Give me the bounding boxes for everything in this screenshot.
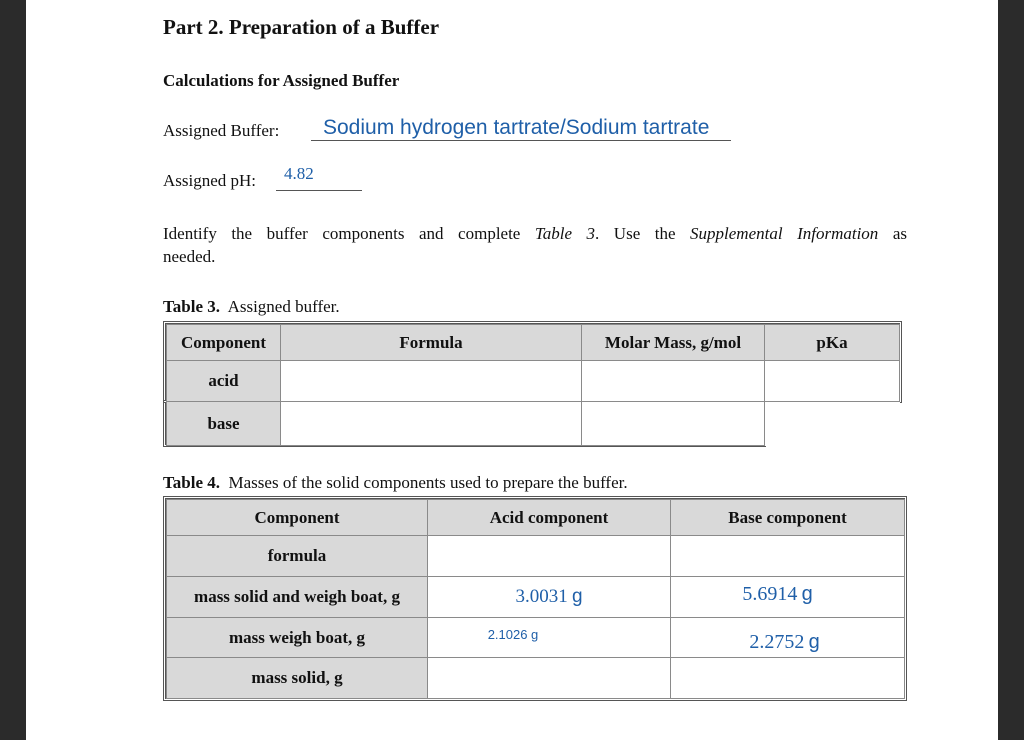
- table4-caption-text: Masses of the solid components used to prepare the buffer.: [228, 473, 628, 492]
- table3-header-formula: Formula: [281, 325, 582, 361]
- table3-header-pka: pKa: [765, 325, 900, 361]
- mass-boat-base-unit: g: [808, 631, 820, 653]
- table3-base-formula-cell[interactable]: [281, 402, 582, 446]
- table4-mass-solid-boat-acid-cell[interactable]: [428, 577, 671, 618]
- table4-row-label: mass weigh boat, g: [167, 618, 428, 658]
- table4-header-base: Base component: [671, 500, 905, 536]
- assigned-buffer-line: [311, 140, 731, 141]
- document-page: [26, 0, 998, 740]
- table4-caption: [163, 473, 628, 493]
- mass-solid-boat-base-unit: g: [801, 582, 813, 605]
- table4-row-label: formula: [167, 536, 428, 577]
- assigned-ph-value[interactable]: 4.82: [284, 164, 314, 183]
- table3-row-label: base: [167, 402, 281, 446]
- table4-mass-boat-acid-cell[interactable]: [428, 618, 671, 658]
- table3-caption: [163, 297, 340, 317]
- table4-header-acid: Acid component: [428, 500, 671, 536]
- table4-mass-solid-base-cell[interactable]: [671, 658, 905, 699]
- table4-mass-solid-boat-base-cell[interactable]: [671, 577, 905, 618]
- table3-caption-text: Assigned buffer.: [227, 297, 340, 316]
- table3-acid-formula-cell[interactable]: [281, 361, 582, 402]
- table3: [166, 324, 900, 446]
- table4-row-label: mass solid, g: [167, 658, 428, 699]
- section-heading: Part 2. Preparation of a Buffer: [163, 15, 440, 39]
- table3-row-label: acid: [167, 361, 281, 402]
- instructions-text-1: Identify the buffer components and complete: [163, 224, 535, 243]
- instructions-line1: [163, 221, 907, 247]
- instructions-text-2: . Use the: [595, 224, 691, 243]
- table4-caption-label: Table 4.: [163, 473, 221, 492]
- calculations-subheading: Calculations for Assigned Buffer: [163, 71, 400, 90]
- table3-acid-pka-cell[interactable]: [765, 361, 900, 402]
- table4-row-label: mass solid and weigh boat, g: [167, 577, 428, 618]
- table4-formula-base-cell[interactable]: [671, 536, 905, 577]
- mass-solid-boat-base-number: 5.6914: [742, 582, 798, 605]
- mass-boat-base-number: 2.2752: [749, 631, 805, 653]
- table4-mass-solid-acid-cell[interactable]: [428, 658, 671, 699]
- table3-header-molar-mass: Molar Mass, g/mol: [582, 325, 765, 361]
- table4-formula-acid-cell[interactable]: [428, 536, 671, 577]
- mass-solid-boat-acid-unit: g: [571, 586, 583, 607]
- instructions-table-ref: Table 3: [534, 224, 596, 243]
- table4: [166, 499, 905, 699]
- instructions-text-3: as: [878, 224, 907, 243]
- assigned-buffer-label: Assigned Buffer:: [163, 121, 280, 140]
- table3-empty-corner: [765, 402, 900, 446]
- instructions-supp-ref: Supplemental Information: [690, 224, 879, 243]
- assigned-buffer-value[interactable]: Sodium hydrogen tartrate/Sodium tartrate: [323, 116, 710, 139]
- assigned-ph-line: [276, 190, 362, 191]
- mass-solid-boat-acid-number: 3.0031: [515, 586, 568, 607]
- table4-mass-boat-base-cell[interactable]: [671, 618, 905, 658]
- instructions-line2: needed.: [163, 247, 216, 266]
- table3-header-component: Component: [167, 325, 281, 361]
- mass-boat-acid-value: 2.1026 g: [487, 626, 539, 642]
- table3-acid-molar-mass-cell[interactable]: [582, 361, 765, 402]
- table3-base-molar-mass-cell[interactable]: [582, 402, 765, 446]
- assigned-ph-label: Assigned pH:: [163, 171, 257, 190]
- table3-caption-label: Table 3.: [163, 297, 221, 316]
- table4-header-component: Component: [167, 500, 428, 536]
